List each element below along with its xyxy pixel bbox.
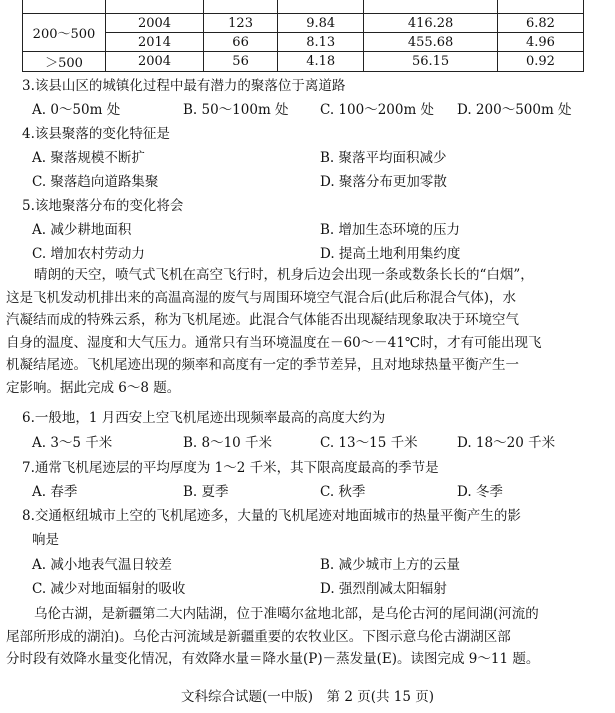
question-stem: 3.该县山区的城镇化过程中最有潜力的聚落位于离道路 — [22, 78, 346, 94]
table-cell: 0.92 — [497, 52, 583, 72]
question-stem: 7.通常飞机尾迹层的平均厚度为 1～2 千米，其下限高度最高的季节是 — [22, 460, 439, 476]
table-cell: 123 — [203, 14, 277, 33]
table-cell: 9.84 — [278, 14, 364, 33]
table-cell: 455.68 — [364, 33, 498, 52]
passage-ulungur-lake — [6, 603, 606, 671]
option-a: A. 聚落规模不断扩 — [32, 150, 145, 166]
passage-line: 晴朗的天空，喷气式飞机在高空飞行时，机身后边会出现一条或数条长长的“白烟”， — [34, 267, 534, 283]
passage-line: 机凝结尾迹。飞机尾迹出现的频率和高度有一定的季节差异，且对地球热量平衡产生一 — [6, 357, 519, 373]
passage-contrail — [6, 264, 606, 399]
question-stem: 8.交通枢纽城市上空的飞机尾迹多，大量的飞机尾迹对地面城市的热量平衡产生的影 — [22, 508, 521, 524]
table-row — [23, 0, 584, 14]
table-cell: 200～500 — [23, 14, 106, 52]
option-b: B. 50～100m 处 — [183, 102, 289, 118]
option-d: D. 聚落分布更加零散 — [320, 174, 447, 190]
table-cell — [364, 0, 498, 14]
passage-line: 分时段有效降水量变化情况，有效降水量＝降水量(P)－蒸发量(E)。读图完成 9～11 题。 — [6, 651, 540, 667]
option-b: B. 夏季 — [183, 484, 229, 500]
table-cell: 2004 — [106, 52, 204, 72]
passage-line: 尾部所形成的湖泊)。乌伦古河流域是新疆重要的农牧业区。下图示意乌伦古湖湖区部 — [6, 628, 511, 645]
option-a: A. 0～50m 处 — [32, 102, 121, 118]
option-a: A. 春季 — [32, 484, 78, 500]
question-stem-continued: 响是 — [32, 532, 59, 548]
table-cell: ＞500 — [23, 52, 106, 72]
question-stem: 6.一般地，1 月西安上空飞机尾迹出现频率最高的高度大约为 — [22, 410, 386, 426]
option-a: A. 减少耕地面积 — [32, 222, 132, 238]
option-b: B. 增加生态环境的压力 — [320, 222, 461, 238]
settlement-table — [22, 0, 584, 72]
table-row — [23, 14, 584, 33]
table-cell: 6.82 — [497, 14, 583, 33]
table-row — [23, 33, 584, 52]
table-cell: 4.18 — [278, 52, 364, 72]
passage-line: 乌伦古湖，是新疆第二大内陆湖，位于准噶尔盆地北部，是乌伦古河的尾间湖(河流的 — [34, 606, 539, 622]
option-d: D. 200～500m 处 — [457, 102, 572, 118]
option-c: C. 秋季 — [320, 484, 366, 500]
option-b: B. 聚落平均面积减少 — [320, 150, 447, 166]
option-d: D. 18～20 千米 — [457, 435, 556, 451]
table-cell — [203, 0, 277, 14]
option-a: A. 减小地表气温日较差 — [32, 557, 172, 573]
table-cell: 2014 — [106, 33, 204, 52]
table-cell — [106, 0, 204, 14]
table-cell: 56 — [203, 52, 277, 72]
table-cell — [278, 0, 364, 14]
passage-line: 这是飞机发动机排出来的高温高湿的废气与周围环境空气混合后(此后称混合气体)，水 — [6, 289, 517, 306]
option-c: C. 13～15 千米 — [320, 435, 418, 451]
passage-line: 汽凝结而成的特殊云系，称为飞机尾迹。此混合气体能否出现凝结现象取决于环境空气 — [6, 312, 519, 328]
option-b: B. 减少城市上方的云量 — [320, 557, 461, 573]
table-cell: 66 — [203, 33, 277, 52]
table-cell: 56.15 — [364, 52, 498, 72]
page-footer: 文科综合试题(一中版) 第 2 页(共 15 页) — [181, 689, 434, 705]
table-cell: 8.13 — [278, 33, 364, 52]
table-row — [23, 52, 584, 72]
option-b: B. 8～10 千米 — [183, 435, 273, 451]
table-cell: 2004 — [106, 14, 204, 33]
passage-line: 自身的温度、湿度和大气压力。通常只有当环境温度在－60～－41℃时，才有可能出现飞 — [6, 334, 542, 351]
question-stem: 4.该县聚落的变化特征是 — [22, 126, 170, 142]
passage-line: 定影响。据此完成 6～8 题。 — [6, 379, 181, 396]
table-cell — [497, 0, 583, 14]
option-c: C. 聚落趋向道路集聚 — [32, 174, 159, 190]
option-c: C. 100～200m 处 — [320, 102, 435, 118]
table-cell: 4.96 — [497, 33, 583, 52]
option-d: D. 强烈削减太阳辐射 — [320, 581, 447, 597]
option-d: D. 冬季 — [457, 484, 503, 500]
question-stem: 5.该地聚落分布的变化将会 — [22, 198, 184, 214]
option-c: C. 减少对地面辐射的吸收 — [32, 581, 186, 597]
option-a: A. 3～5 千米 — [32, 435, 113, 451]
table-cell — [23, 0, 106, 14]
table-cell: 416.28 — [364, 14, 498, 33]
option-d: D. 提高土地利用集约度 — [320, 246, 461, 262]
option-c: C. 增加农村劳动力 — [32, 246, 145, 262]
